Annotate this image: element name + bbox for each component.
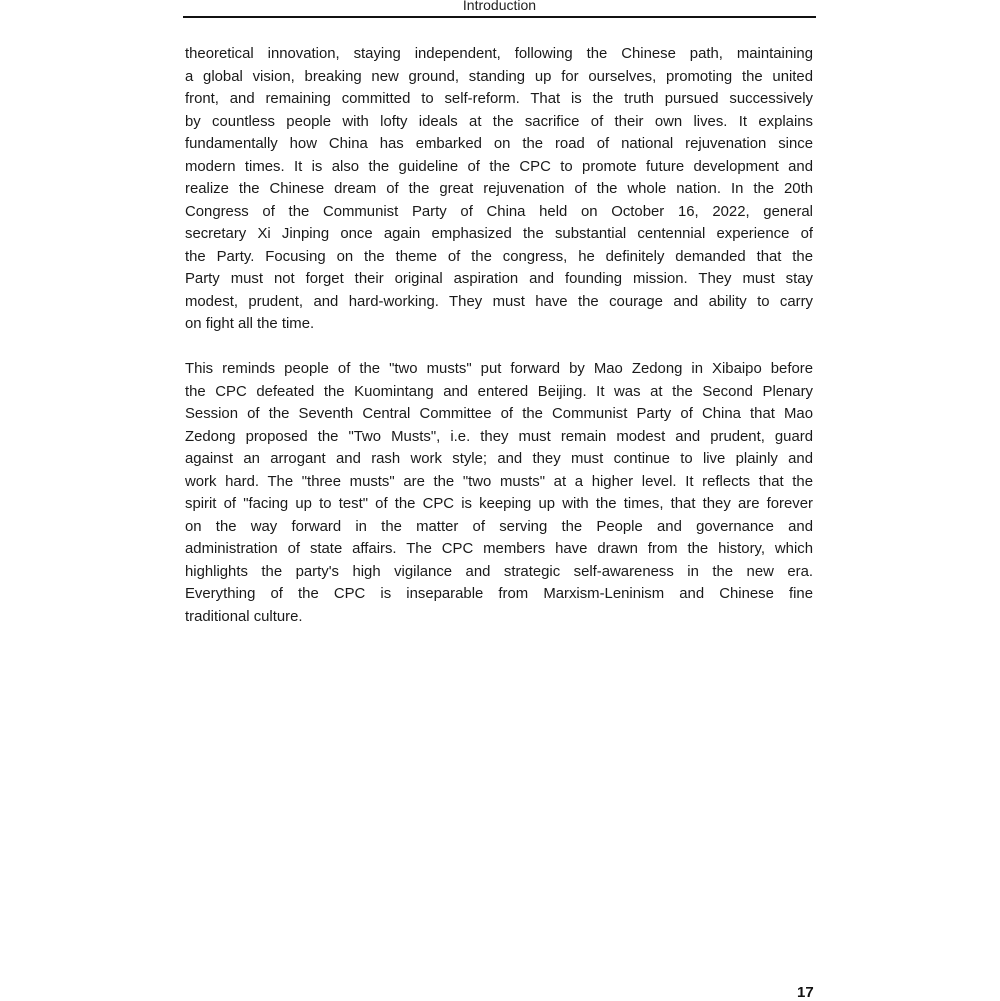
text-line: the CPC defeated the Kuomintang and entered Beijing. It was at the Second Plenary bbox=[185, 383, 813, 400]
text-line: fundamentally how China has embarked on the road of national rejuvenation since bbox=[185, 136, 813, 152]
text-line: theoretical innovation, staying independent, following the Chinese path, maintaining bbox=[185, 46, 813, 62]
text-line: Everything of the CPC is inseparable from Marxism-Leninism and Chinese fine bbox=[185, 586, 813, 602]
paragraph-2 bbox=[185, 358, 813, 628]
text-line: the Party. Focusing on the theme of the congress, he definitely demanded that the bbox=[185, 248, 813, 265]
text-line: by countless people with lofty ideals at the sacrifice of their own lives. It explains bbox=[185, 113, 813, 130]
page-number: 17 bbox=[797, 984, 814, 1001]
text-line: Congress of the Communist Party of China held on October 16, 2022, general bbox=[185, 203, 813, 220]
text-line: front, and remaining committed to self-reform. That is the truth pursued successively bbox=[185, 91, 813, 107]
header-rule bbox=[183, 16, 816, 18]
text-line: Zedong proposed the "Two Musts", i.e. they must remain modest and prudent, guard bbox=[185, 428, 813, 445]
text-line: on the way forward in the matter of serving the People and governance and bbox=[185, 518, 813, 535]
paragraph-1 bbox=[185, 43, 813, 336]
text-line: traditional culture. bbox=[185, 608, 303, 625]
text-line: This reminds people of the "two musts" put forward by Mao Zedong in Xibaipo before bbox=[185, 361, 813, 377]
text-line: secretary Xi Jinping once again emphasized the substantial centennial experience of bbox=[185, 226, 813, 242]
text-line: against an arrogant and rash work style; and they must continue to live plainly and bbox=[185, 451, 813, 467]
text-line: Party must not forget their original aspiration and founding mission. They must stay bbox=[185, 271, 813, 287]
text-line: Session of the Seventh Central Committee of the Communist Party of China that Mao bbox=[185, 406, 813, 422]
text-line: a global vision, breaking new ground, standing up for ourselves, promoting the united bbox=[185, 68, 813, 85]
text-line: highlights the party's high vigilance and strategic self-awareness in the new era. bbox=[185, 563, 813, 580]
text-line: administration of state affairs. The CPC members have drawn from the history, which bbox=[185, 541, 813, 557]
text-line: realize the Chinese dream of the great rejuvenation of the whole nation. In the 20th bbox=[185, 181, 813, 197]
text-line: work hard. The "three musts" are the "two musts" at a higher level. It reflects that the bbox=[185, 473, 813, 490]
text-line: modern times. It is also the guideline of the CPC to promote future development and bbox=[185, 158, 813, 175]
text-line: modest, prudent, and hard-working. They must have the courage and ability to carry bbox=[185, 293, 813, 310]
text-line: spirit of "facing up to test" of the CPC is keeping up with the times, that they are forever bbox=[185, 496, 813, 512]
text-line: on fight all the time. bbox=[185, 316, 315, 332]
running-header: Introduction bbox=[462, 0, 537, 13]
